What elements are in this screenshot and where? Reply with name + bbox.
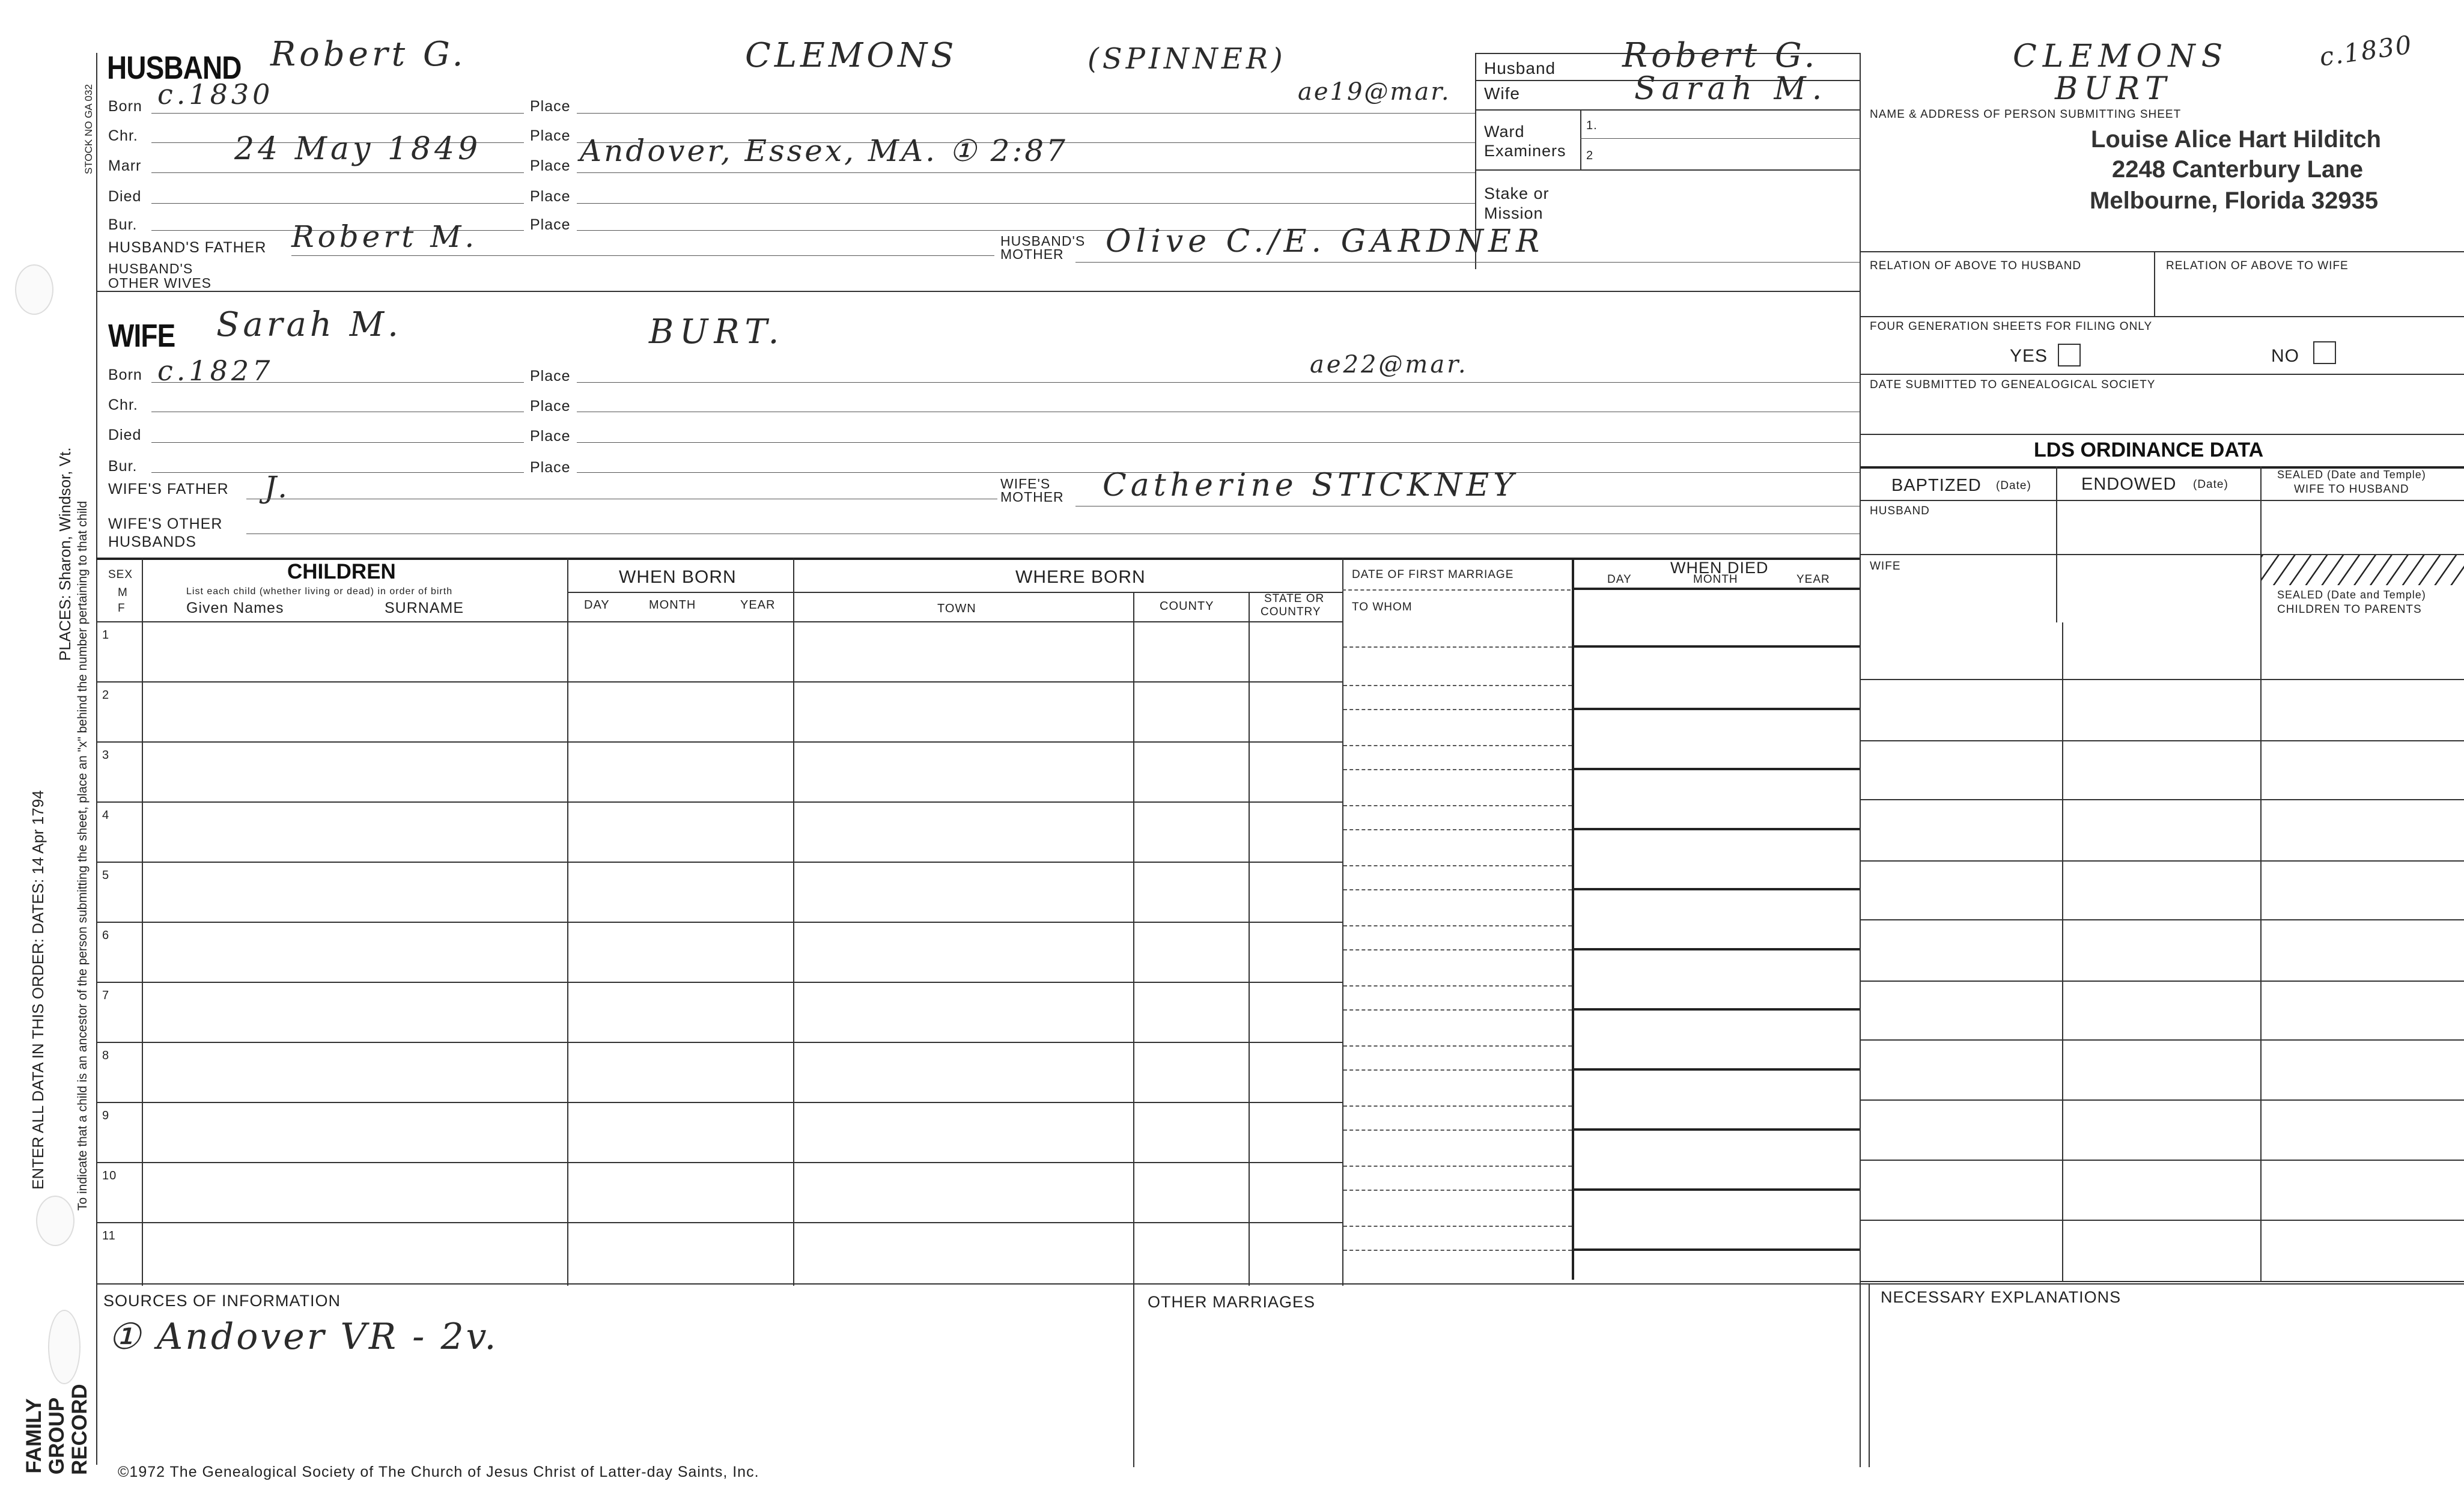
child-marriage-dash — [1343, 745, 1572, 746]
wifes-father-value[interactable]: J. — [264, 470, 291, 505]
husband-surname[interactable]: CLEMONS — [745, 36, 958, 75]
lds-wife-label: WIFE — [1870, 560, 1901, 573]
child-died-line — [1572, 768, 1860, 770]
wife-born-label: Born — [108, 366, 142, 383]
wifes-father-label: WIFE'S FATHER — [108, 481, 229, 497]
lds-baptized-date: (Date) — [1996, 479, 2031, 492]
wife-bur-place-label: Place — [530, 459, 571, 476]
husband-marr-place-line — [577, 172, 1475, 173]
child-marriage-dash — [1343, 985, 1572, 987]
lds-row-3 — [1860, 799, 2464, 800]
child-marriage-dash — [1343, 1069, 1572, 1071]
lds-row-10 — [1860, 1220, 2464, 1221]
hatched-cell — [2262, 555, 2464, 585]
whenborn-year: YEAR — [740, 598, 776, 612]
husbands-other-wives-label-2: OTHER WIVES — [108, 275, 212, 291]
husband-born-value[interactable]: c.1830 — [157, 78, 274, 111]
ward-examiners-label-1: Ward — [1484, 123, 1525, 141]
wife-given-names[interactable]: Sarah M. — [216, 305, 402, 344]
child-died-line — [1572, 645, 1860, 648]
four-gen-bottom — [1860, 374, 2464, 375]
child-died-line — [1572, 1188, 1860, 1191]
lds-row-6 — [1860, 981, 2464, 982]
child-marriage-dash — [1343, 1226, 1572, 1227]
children-list-note: List each child (whether living or dead) in order of birth — [186, 586, 453, 597]
lds-header-bottom — [1860, 500, 2464, 501]
husband-section-bottom — [96, 291, 1860, 292]
child-row-line — [96, 741, 1342, 743]
sex-f: F — [118, 602, 126, 615]
submitter-name[interactable]: Louise Alice Hart Hilditch — [2091, 126, 2382, 153]
ward-year-value[interactable]: c.1830 — [2317, 29, 2415, 72]
places-note: PLACES: Sharon, Windsor, Vt. — [56, 447, 74, 661]
marriage-header-dash — [1342, 589, 1571, 591]
wifes-other-husbands-label-2: HUSBANDS — [108, 534, 196, 550]
ward-box-right — [1860, 53, 1861, 485]
ward-wife-label: Wife — [1484, 84, 1520, 103]
sex-header: SEX — [108, 568, 133, 581]
submitter-label: NAME & ADDRESS OF PERSON SUBMITTING SHEET — [1870, 108, 2182, 121]
children-surname-header: SURNAME — [385, 600, 464, 616]
husband-heading: HUSBAND — [107, 50, 242, 86]
husband-chr-label: Chr. — [108, 127, 138, 144]
child-row-number: 10 — [102, 1169, 117, 1182]
husband-born-label: Born — [108, 98, 142, 115]
child-marriage-dash — [1343, 1130, 1572, 1131]
child-row-number: 8 — [102, 1049, 110, 1062]
wife-bur-line — [151, 472, 524, 473]
husbands-father-line — [291, 255, 994, 256]
lds-title: LDS ORDINANCE DATA — [2034, 439, 2264, 461]
whereborn-town: TOWN — [937, 602, 976, 615]
other-marriages-label: OTHER MARRIAGES — [1148, 1293, 1316, 1311]
husband-marr-label: Marr — [108, 157, 142, 174]
lds-col-divider-2 — [2260, 466, 2262, 622]
child-row-line — [96, 862, 1342, 863]
lds-sealed-cp-1: SEALED (Date and Temple) — [2277, 589, 2426, 601]
child-row-line — [96, 1162, 1342, 1163]
col-marriage-right — [1572, 559, 1574, 1280]
wife-chr-label: Chr. — [108, 397, 138, 413]
frame-left — [96, 53, 97, 1465]
child-died-line — [1572, 1248, 1860, 1251]
husband-marr-line — [151, 172, 524, 173]
lds-col-divider-2b — [2260, 622, 2262, 1282]
child-marriage-dash — [1343, 949, 1572, 950]
child-row-number: 5 — [102, 869, 110, 882]
wife-age-note[interactable]: ae22@mar. — [1310, 351, 1468, 379]
whereborn-state-2: COUNTRY — [1261, 606, 1321, 618]
binder-hole — [48, 1310, 81, 1384]
ward-husband-value[interactable]: Robert G. — [1622, 36, 1819, 75]
children-header: CHILDREN — [287, 560, 396, 583]
whendied-header-bottom — [1572, 588, 1860, 590]
ward-surname2-value[interactable]: BURT — [2055, 71, 2172, 107]
child-died-line — [1572, 1068, 1860, 1071]
children-table-bottom — [96, 1283, 2464, 1285]
child-row-line — [96, 681, 1342, 683]
child-row-number: 9 — [102, 1109, 110, 1122]
binder-hole — [36, 1196, 75, 1246]
lds-sealed-wh-2: WIFE TO HUSBAND — [2294, 483, 2409, 496]
lds-endowed-label: ENDOWED — [2081, 475, 2177, 494]
child-marriage-dash — [1343, 685, 1572, 686]
child-marriage-dash — [1343, 1009, 1572, 1011]
copyright: ©1972 The Genealogical Society of The Church of Jesus Christ of Latter-day Saints, Inc. — [118, 1464, 759, 1480]
child-marriage-dash — [1343, 1250, 1572, 1251]
child-died-line — [1572, 1128, 1860, 1131]
whenborn-subheader-line — [567, 592, 793, 593]
whenborn-header: WHEN BORN — [619, 567, 737, 587]
husbands-other-wives-label-1: HUSBAND'S — [108, 261, 193, 276]
ward-examiner-1: 1. — [1586, 119, 1598, 132]
wife-born-place-line — [577, 382, 1860, 383]
order-note — [29, 790, 47, 1190]
child-row-number: 1 — [102, 628, 110, 642]
stake-label-1: Stake or — [1484, 184, 1550, 202]
child-row-line — [96, 982, 1342, 983]
binder-hole — [15, 264, 53, 315]
ward-examiner-line — [1580, 138, 1860, 139]
child-row-number: 7 — [102, 989, 110, 1002]
child-died-line — [1572, 888, 1860, 890]
children-given-names-header: Given Names — [186, 600, 284, 616]
husbands-mother-label-2: MOTHER — [1000, 246, 1064, 262]
lds-endowed-date: (Date) — [2193, 478, 2228, 491]
lds-husband-label: HUSBAND — [1870, 505, 1930, 517]
wife-bur-label: Bur. — [108, 458, 138, 475]
husband-marr-date[interactable]: 24 May 1849 — [234, 131, 482, 167]
relation-wife-label: RELATION OF ABOVE TO WIFE — [2166, 260, 2349, 272]
husband-chr-place-label: Place — [530, 127, 571, 144]
child-row-number: 3 — [102, 749, 110, 762]
wife-died-place-label: Place — [530, 428, 571, 445]
husband-age-note[interactable]: ae19@mar. — [1298, 78, 1451, 106]
four-generation-label: FOUR GENERATION SHEETS FOR FILING ONLY — [1870, 320, 2153, 333]
whenborn-month: MONTH — [649, 598, 696, 612]
whendied-header: WHEN DIED — [1670, 559, 1769, 577]
child-row-number: 6 — [102, 929, 110, 942]
col-state-right — [1342, 559, 1343, 1286]
wife-surname[interactable]: BURT. — [649, 312, 785, 351]
lds-sealed-cp-2: CHILDREN TO PARENTS — [2277, 603, 2422, 616]
child-marriage-dash — [1343, 769, 1572, 770]
child-row-number: 2 — [102, 689, 110, 702]
lds-row-11 — [1860, 1281, 2464, 1282]
husbands-mother-value[interactable]: Olive C./E. GARDNER — [1106, 224, 1545, 260]
lds-row-2 — [1860, 740, 2464, 741]
husband-born-line — [151, 113, 524, 114]
col-town-right — [1133, 592, 1134, 1286]
child-ancestor-note: To indicate that a child is an ancestor of the person submitting the sheet, place an "x" behind the number pertaining to that child — [76, 500, 90, 1211]
lds-row-5 — [1860, 919, 2464, 920]
wife-born-value[interactable]: c.1827 — [157, 354, 274, 387]
stock-number: STOCK NO GA 032 — [83, 84, 94, 174]
whendied-year: YEAR — [1796, 573, 1830, 586]
wife-died-place-line — [577, 442, 1860, 443]
husbands-mother-label-1: HUSBAND'S — [1000, 233, 1086, 249]
child-marriage-dash — [1343, 1166, 1572, 1167]
relation-divider — [2154, 251, 2155, 316]
ward-examiners-divider — [1580, 109, 1581, 169]
ward-examiners-bottom — [1475, 169, 1860, 171]
whereborn-state-1: STATE OR — [1264, 592, 1325, 605]
child-row-line — [96, 1042, 1342, 1043]
child-marriage-dash — [1343, 829, 1572, 830]
wifes-mother-value[interactable]: Catherine STICKNEY — [1103, 467, 1518, 503]
husbands-father-value[interactable]: Robert M. — [291, 219, 478, 254]
lds-row-8 — [1860, 1099, 2464, 1101]
child-marriage-dash — [1343, 1105, 1572, 1107]
wife-heading: WIFE — [108, 318, 175, 354]
form-title: FAMILY GROUP RECORD — [22, 1384, 91, 1475]
yes-label: YES — [2010, 346, 2048, 366]
whereborn-header: WHERE BORN — [1015, 567, 1146, 587]
child-marriage-dash — [1343, 709, 1572, 710]
to-whom-header: TO WHOM — [1352, 601, 1413, 613]
whereborn-subheader-line — [793, 592, 1342, 593]
submitter-bottom — [1860, 251, 2464, 252]
husband-given-names[interactable]: Robert G. — [270, 35, 467, 74]
child-row-line — [96, 1102, 1342, 1103]
child-died-line — [1572, 1008, 1860, 1011]
sources-value[interactable]: ① Andover VR - 2v. — [108, 1316, 499, 1358]
child-died-line — [1572, 948, 1860, 950]
lds-row-4 — [1860, 860, 2464, 862]
child-row-line — [96, 1222, 1342, 1223]
whendied-month: MONTH — [1693, 573, 1738, 586]
submitter-city[interactable]: Melbourne, Florida 32935 — [2090, 187, 2379, 214]
children-header-bottom — [96, 621, 1342, 622]
child-marriage-dash — [1343, 1190, 1572, 1191]
husband-died-line — [151, 203, 524, 204]
child-row-number: 4 — [102, 809, 110, 822]
wife-chr-place-label: Place — [530, 398, 571, 415]
husband-marr-place-label: Place — [530, 157, 571, 174]
ward-surname-value[interactable]: CLEMONS — [2013, 38, 2229, 74]
lds-row-1 — [1860, 679, 2464, 680]
lds-sealed-wh-1: SEALED (Date and Temple) — [2277, 469, 2426, 481]
date-submitted-label: DATE SUBMITTED TO GENEALOGICAL SOCIETY — [1870, 379, 2156, 391]
husband-bur-place-label: Place — [530, 216, 571, 233]
relation-bottom — [1860, 316, 2464, 317]
child-marriage-dash — [1343, 646, 1572, 648]
ward-husband-label: Husband — [1484, 59, 1556, 78]
husband-died-place-line — [577, 203, 1475, 204]
husband-born-place-label: Place — [530, 98, 571, 115]
husband-marr-place[interactable]: Andover, Essex, MA. ① 2:87 — [580, 133, 1068, 168]
child-row-line — [96, 922, 1342, 923]
husband-died-label: Died — [108, 188, 142, 205]
no-checkbox[interactable] — [2313, 341, 2336, 364]
lds-baptized-label: BAPTIZED — [1891, 476, 1982, 495]
submitter-street[interactable]: 2248 Canterbury Lane — [2112, 156, 2363, 183]
right-column-divider — [1860, 434, 1861, 1467]
wifes-mother-label-2: MOTHER — [1000, 489, 1064, 505]
sources-label: SOURCES OF INFORMATION — [103, 1292, 341, 1310]
whendied-day: DAY — [1607, 573, 1632, 586]
order-note-text: ENTER ALL DATA IN THIS ORDER: DATES: 14 Apr 1794 — [29, 790, 47, 1190]
ward-wife-line — [1475, 109, 1860, 111]
husband-died-place-label: Place — [530, 188, 571, 205]
date-submitted-bottom — [1860, 434, 2464, 435]
wifes-mother-label-1: WIFE'S — [1000, 476, 1051, 491]
ward-examiner-2: 2 — [1586, 149, 1594, 162]
ward-wife-value[interactable]: Sarah M. — [1634, 71, 1828, 107]
no-label: NO — [2271, 346, 2299, 366]
lds-row-7 — [1860, 1039, 2464, 1041]
wifes-other-husbands-label-1: WIFE'S OTHER — [108, 515, 223, 532]
relation-husband-label: RELATION OF ABOVE TO HUSBAND — [1870, 260, 2082, 272]
ward-examiners-label-2: Examiners — [1484, 142, 1566, 160]
child-row-line — [96, 801, 1342, 803]
child-marriage-dash — [1343, 865, 1572, 866]
child-marriage-dash — [1343, 889, 1572, 890]
husbands-father-label: HUSBAND'S FATHER — [108, 239, 267, 256]
child-died-line — [1572, 708, 1860, 710]
stake-label-2: Mission — [1484, 204, 1544, 222]
whenborn-day: DAY — [584, 598, 610, 612]
sex-m: M — [118, 586, 128, 599]
first-marriage-header: DATE OF FIRST MARRIAGE — [1352, 568, 1514, 581]
child-row-number: 11 — [102, 1229, 116, 1242]
explanations-label: NECESSARY EXPLANATIONS — [1881, 1288, 2122, 1306]
husband-born-place-line — [577, 113, 1475, 114]
col-county-right — [1249, 592, 1250, 1286]
wife-born-place-label: Place — [530, 368, 571, 385]
wife-died-label: Died — [108, 427, 142, 443]
child-marriage-dash — [1343, 805, 1572, 806]
yes-checkbox[interactable] — [2058, 344, 2081, 366]
lds-row-9 — [1860, 1160, 2464, 1161]
wife-died-line — [151, 442, 524, 443]
husbands-mother-line — [1075, 262, 1860, 263]
child-marriage-dash — [1343, 925, 1572, 926]
child-died-line — [1572, 828, 1860, 830]
husband-bur-label: Bur. — [108, 216, 138, 233]
husband-occupation[interactable]: (SPINNER) — [1088, 42, 1286, 76]
child-marriage-dash — [1343, 1045, 1572, 1047]
sources-divider — [1133, 1283, 1134, 1467]
explanations-divider — [1869, 1283, 1870, 1467]
lds-col-divider-1 — [2056, 466, 2057, 622]
lds-col-divider-1b — [2062, 622, 2063, 1282]
whereborn-county: COUNTY — [1160, 600, 1214, 613]
